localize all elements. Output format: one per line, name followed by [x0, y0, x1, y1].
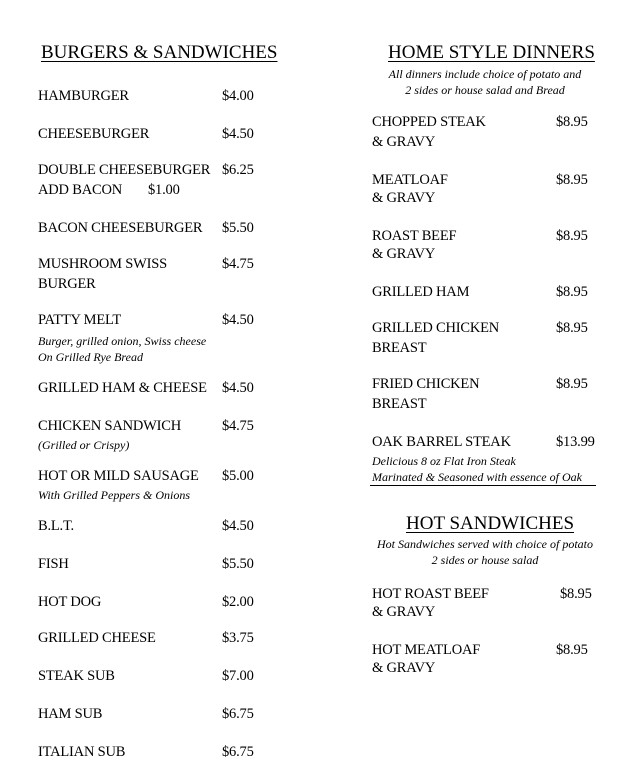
item-name: HOT OR MILD SAUSAGE	[38, 468, 199, 484]
item-price: $4.00	[222, 88, 254, 104]
item-description: Delicious 8 oz Flat Iron Steak	[372, 454, 516, 468]
item-name: ITALIAN SUB	[38, 744, 126, 760]
item-name-line2: & GRAVY	[372, 660, 436, 676]
item-name: MEATLOAF	[372, 172, 448, 188]
item-price: $6.25	[222, 162, 254, 178]
item-name: FISH	[38, 556, 69, 572]
item-description: With Grilled Peppers & Onions	[38, 488, 190, 502]
item-price: $6.75	[222, 744, 254, 760]
item-price: $8.95	[556, 114, 588, 130]
item-price: $5.50	[222, 220, 254, 236]
item-name: ROAST BEEF	[372, 228, 457, 244]
hot-sandwiches-subtitle-line2: 2 sides or house salad	[431, 553, 539, 567]
section-divider	[370, 485, 596, 486]
item-price: $5.00	[222, 468, 254, 484]
item-name: B.L.T.	[38, 518, 74, 534]
item-name: CHEESEBURGER	[38, 126, 150, 142]
item-name: GRILLED CHICKEN	[372, 320, 500, 336]
item-price: $7.00	[222, 668, 254, 684]
item-name: HOT ROAST BEEF	[372, 586, 489, 602]
item-price: $4.50	[222, 518, 254, 534]
addon-name: ADD BACON	[38, 182, 122, 198]
addon-price: $1.00	[148, 182, 180, 198]
item-name: BACON CHEESEBURGER	[38, 220, 203, 236]
item-price: $4.75	[222, 418, 254, 434]
item-name: STEAK SUB	[38, 668, 115, 684]
item-description: Burger, grilled onion, Swiss cheese	[38, 334, 207, 348]
item-name: HOT MEATLOAF	[372, 642, 481, 658]
item-name: DOUBLE CHEESEBURGER	[38, 162, 211, 178]
item-name: GRILLED HAM & CHEESE	[38, 380, 207, 396]
item-name-line2: & GRAVY	[372, 604, 436, 620]
item-name: GRILLED CHEESE	[38, 630, 156, 646]
item-price: $4.50	[222, 312, 254, 328]
item-price: $8.95	[556, 172, 588, 188]
item-name: GRILLED HAM	[372, 284, 470, 300]
dinners-subtitle: All dinners include choice of potato and	[388, 67, 582, 81]
item-price: $6.75	[222, 706, 254, 722]
burgers-heading: BURGERS & SANDWICHES	[41, 42, 278, 63]
item-price: $4.75	[222, 256, 254, 272]
dinners-subtitle-line2: 2 sides or house salad and Bread	[405, 83, 565, 97]
item-price: $3.75	[222, 630, 254, 646]
item-price: $8.95	[560, 586, 592, 602]
item-name: CHOPPED STEAK	[372, 114, 486, 130]
item-description-line2: On Grilled Rye Bread	[38, 350, 143, 364]
item-name: FRIED CHICKEN	[372, 376, 480, 392]
item-name-line2: & GRAVY	[372, 134, 436, 150]
item-name-line2: BREAST	[372, 396, 427, 412]
item-price: $8.95	[556, 284, 588, 300]
item-description-line2: Marinated & Seasoned with essence of Oak	[372, 470, 582, 484]
item-name: OAK BARREL STEAK	[372, 434, 511, 450]
item-name: CHICKEN SANDWICH	[38, 418, 182, 434]
item-price: $5.50	[222, 556, 254, 572]
item-name-line2: & GRAVY	[372, 190, 436, 206]
item-price: $8.95	[556, 228, 588, 244]
item-price: $8.95	[556, 642, 588, 658]
dinners-heading: HOME STYLE DINNERS	[388, 42, 595, 63]
item-name: PATTY MELT	[38, 312, 122, 328]
item-price: $8.95	[556, 320, 588, 336]
item-name-line2: BREAST	[372, 340, 427, 356]
item-name: HAMBURGER	[38, 88, 129, 104]
item-name-line2: & GRAVY	[372, 246, 436, 262]
item-price: $8.95	[556, 376, 588, 392]
item-name: MUSHROOM SWISS	[38, 256, 167, 272]
item-description: (Grilled or Crispy)	[38, 438, 130, 452]
item-price: $2.00	[222, 594, 254, 610]
item-price: $4.50	[222, 126, 254, 142]
item-price: $13.99	[556, 434, 595, 450]
item-price: $4.50	[222, 380, 254, 396]
item-name: HAM SUB	[38, 706, 103, 722]
hot-sandwiches-subtitle: Hot Sandwiches served with choice of potato	[377, 537, 593, 551]
item-name-line2: BURGER	[38, 276, 96, 292]
hot-sandwiches-heading: HOT SANDWICHES	[406, 513, 575, 534]
item-name: HOT DOG	[38, 594, 102, 610]
